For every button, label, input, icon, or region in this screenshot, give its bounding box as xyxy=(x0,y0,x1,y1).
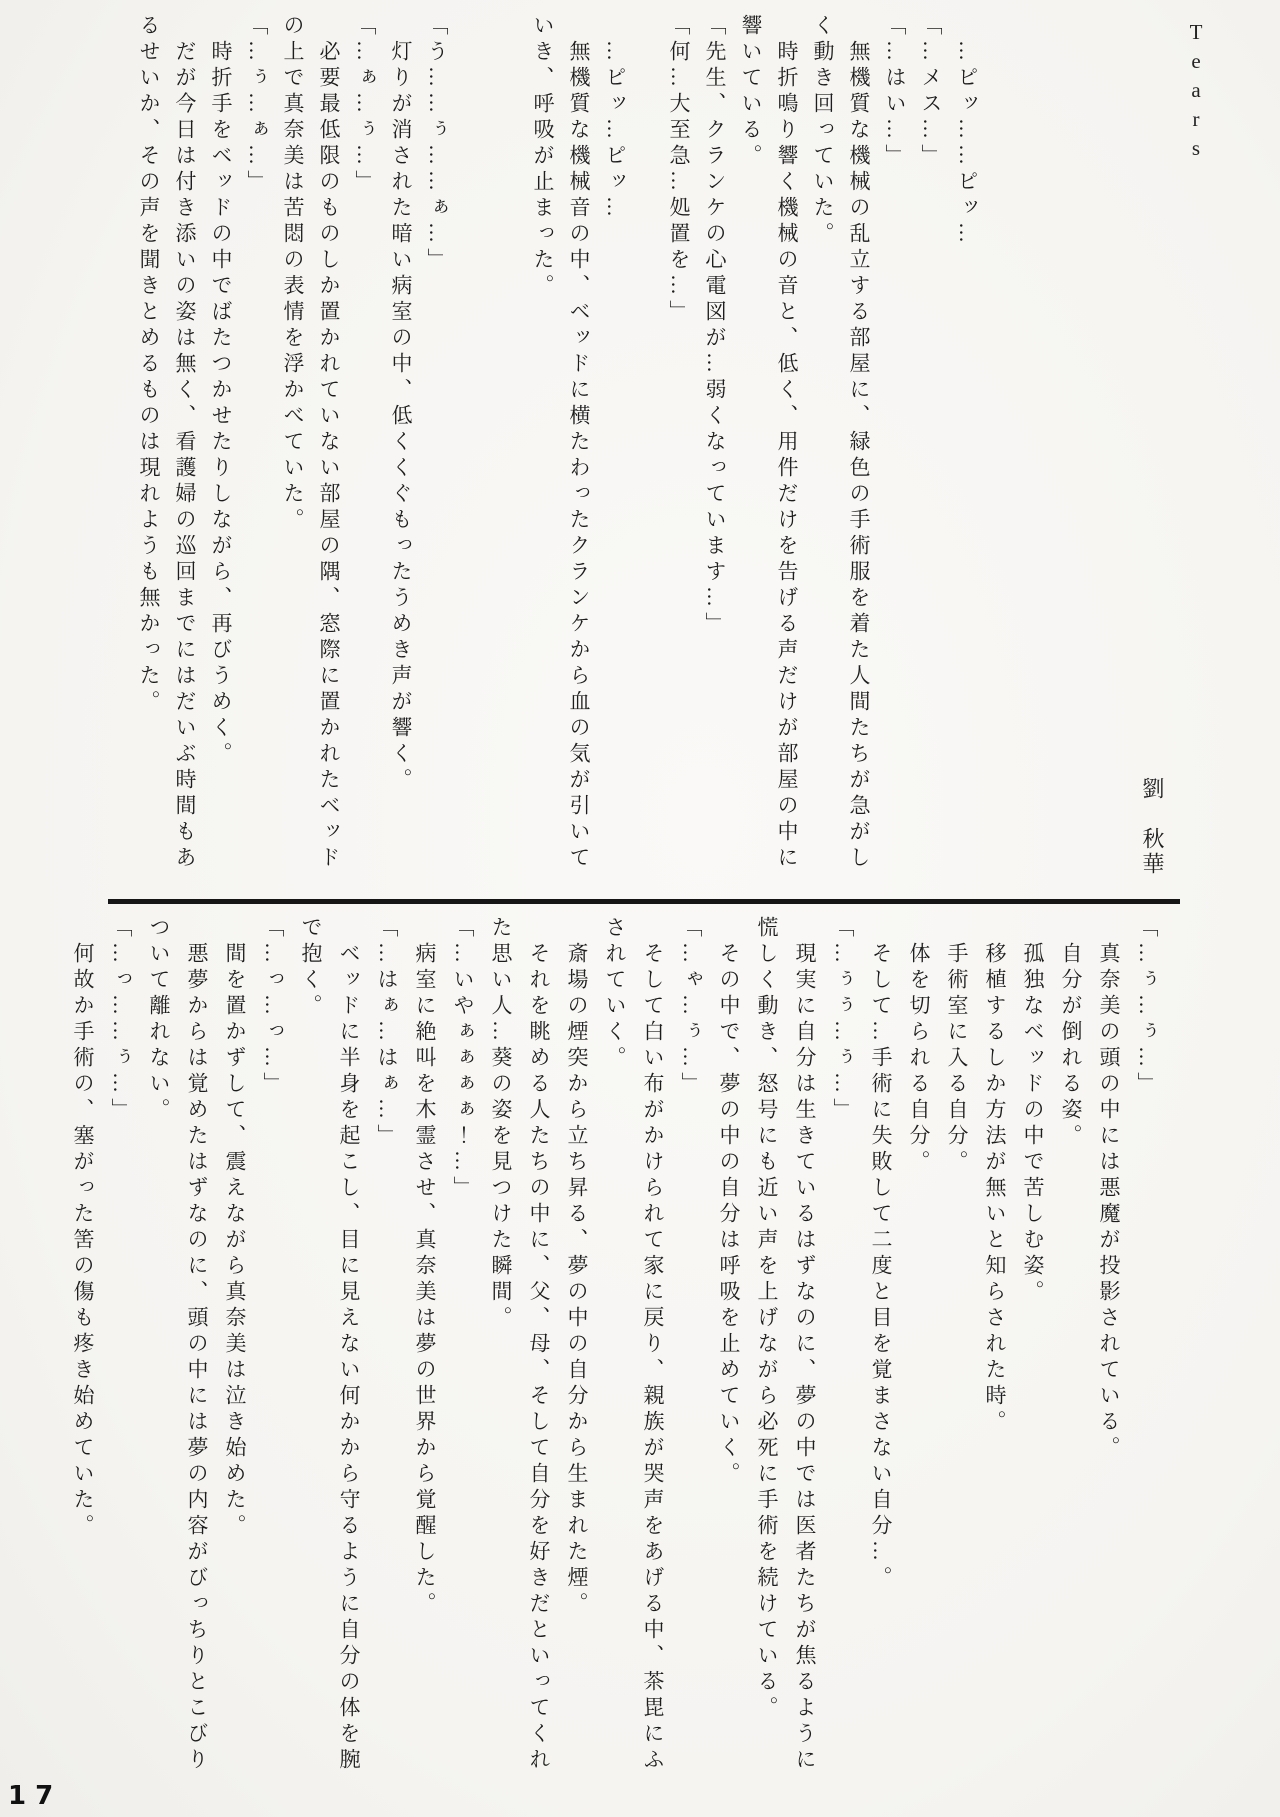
narrative-paragraph: 現実に自分は生きているはずなのに、夢の中では医者たちが焦るように慌しく動き、怒号にも近い声を上げながら必死に手術を続けている。 xyxy=(755,916,817,1774)
narrative-paragraph: そして白い布がかけられて家に戻り、親族が哭声をあげる中、茶毘にふされていく。 xyxy=(603,916,665,1774)
dialogue-line: 「…ぅぅ…ぅ…」 xyxy=(831,916,855,1124)
narrative-paragraph: 灯りが消された暗い病室の中、低くくぐもったうめき声が響く。 xyxy=(389,40,413,794)
narrative-paragraph: 何故か手術の、塞がった筈の傷も疼き始めていた。 xyxy=(71,942,95,1540)
dialogue-line: 「先生、クランケの心電図が…弱くなっています…」 xyxy=(703,14,727,638)
dialogue-line: 「…メス…」 xyxy=(919,14,943,170)
author-byline: 劉 秋華 xyxy=(1140,777,1165,877)
narrative-paragraph: 間を置かずして、震えながら真奈美は泣き始めた。 xyxy=(223,942,247,1540)
narrative-paragraph: 斎場の煙突から立ち昇る、夢の中の自分から生まれた煙。 xyxy=(565,942,589,1618)
narrative-paragraph: 悪夢からは覚めたはずなのに、頭の中には夢の内容がびっちりとこびりついて離れない。 xyxy=(147,916,209,1774)
narrative-paragraph: ベッドに半身を起こし、目に見えない何かから守るように自分の体を腕で抱く。 xyxy=(299,916,361,1774)
narrative-paragraph: その中で、夢の中の自分は呼吸を止めていく。 xyxy=(717,942,741,1488)
narrative-paragraph: 無機質な機械の乱立する部屋に、緑色の手術服を着た人間たちが急がしく動き回っていた。 xyxy=(811,14,871,872)
dialogue-line: 「…はぁ…はぁ…」 xyxy=(375,916,399,1150)
narrative-paragraph: 体を切られる自分。 xyxy=(907,942,931,1176)
dialogue-line: 「…ゃ…ぅ…」 xyxy=(679,916,703,1098)
dialogue-line: 「…いやぁぁぁぁ！…」 xyxy=(451,916,475,1202)
section-divider xyxy=(108,899,1180,904)
narrative-paragraph: 時折鳴り響く機械の音と、低く、用件だけを告げる声だけが部屋の中に響いている。 xyxy=(739,14,799,872)
dialogue-line: 「…ぁ…ぅ…」 xyxy=(353,14,377,196)
sound-effect-line: …ピッ……ピッ… xyxy=(955,40,979,248)
dialogue-line: 「う……ぅ……ぁ…」 xyxy=(425,14,449,274)
narrative-paragraph: それを眺める人たちの中に、父、母、そして自分を好きだといってくれた思い人…葵の姿を見つけた瞬間。 xyxy=(489,916,551,1774)
narrative-paragraph: 手術室に入る自分。 xyxy=(945,942,969,1176)
narrative-paragraph: 自分が倒れる姿。 xyxy=(1059,942,1083,1150)
dialogue-line: 「…っ…っ…」 xyxy=(261,916,285,1098)
narrative-paragraph: 移植するしか方法が無いと知らされた時。 xyxy=(983,942,1007,1436)
narrative-paragraph: 孤独なベッドの中で苦しむ姿。 xyxy=(1021,942,1045,1306)
narrative-paragraph: 時折手をベッドの中でばたつかせたりしながら、再びうめく。 xyxy=(209,40,233,768)
narrative-paragraph: だが今日は付き添いの姿は無く、看護婦の巡回までにはだいぶ時間もあるせいか、その声を聞きとめるものは現れようも無かった。 xyxy=(137,14,197,872)
dialogue-line: 「…っ……ぅ…」 xyxy=(109,916,133,1124)
page-number: 17 xyxy=(8,1781,63,1811)
narrative-paragraph: 真奈美の頭の中には悪魔が投影されている。 xyxy=(1097,942,1121,1462)
narrative-paragraph: 病室に絶叫を木霊させ、真奈美は夢の世界から覚醒した。 xyxy=(413,942,437,1618)
dialogue-line: 「…ぅ…ぅ…」 xyxy=(1135,916,1159,1098)
narrative-paragraph: そして…手術に失敗して二度と目を覚まさない自分…。 xyxy=(869,942,893,1592)
narrative-paragraph: 必要最低限のものしか置かれていない部屋の隅、窓際に置かれたベッドの上で真奈美は苦悶の表情を浮かべていた。 xyxy=(281,14,341,872)
dialogue-line: 「何…大至急…処置を…」 xyxy=(667,14,691,326)
dialogue-line: 「…ぅ…ぁ…」 xyxy=(245,14,269,196)
top-text-block xyxy=(70,14,985,882)
bottom-text-block xyxy=(46,916,1166,1798)
narrative-paragraph: 無機質な機械音の中、ベッドに横たわったクランケから血の気が引いていき、呼吸が止まった。 xyxy=(531,14,591,872)
sound-effect-line: …ピッ…ピッ… xyxy=(603,40,627,222)
page-title: Tears xyxy=(1184,20,1208,165)
dialogue-line: 「…はい…」 xyxy=(883,14,907,170)
